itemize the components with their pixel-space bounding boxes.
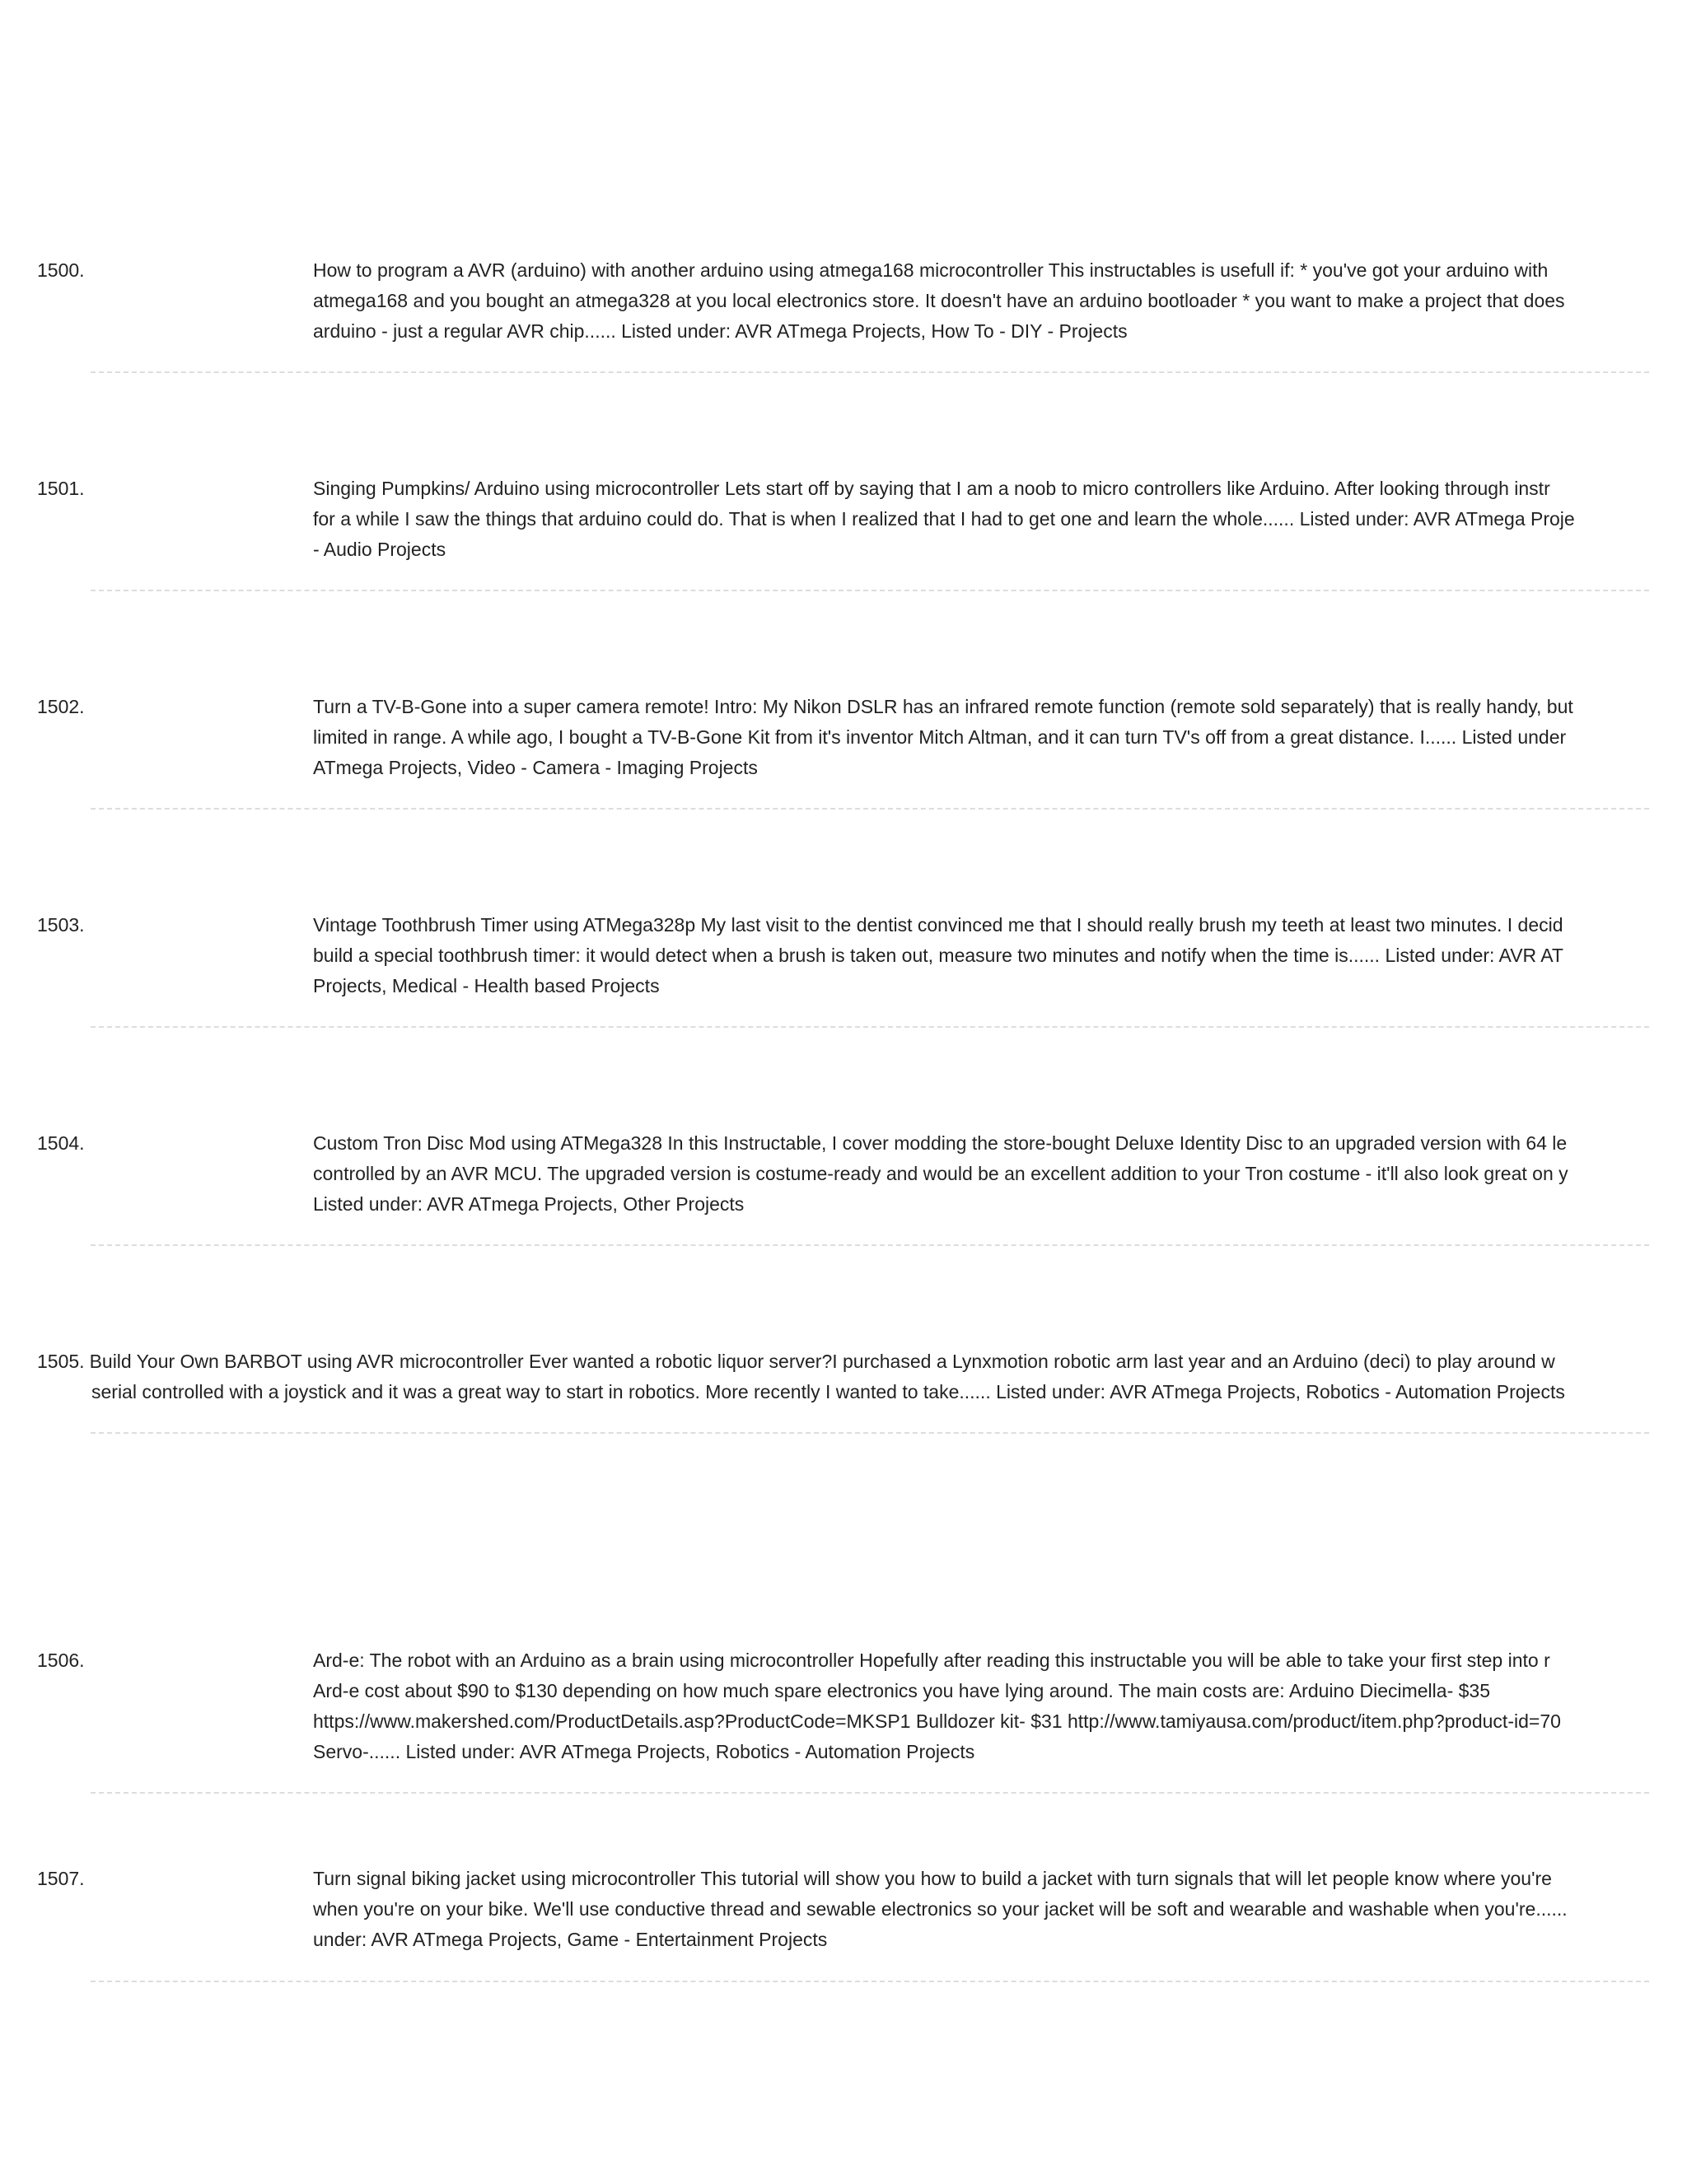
description-line: Projects, Medical - Health based Projects — [313, 975, 660, 996]
item-divider — [91, 590, 1649, 591]
description-line: Servo-...... Listed under: AVR ATmega Projects, Robotics - Automation Projects — [313, 1741, 975, 1762]
description-line: Vintage Toothbrush Timer using ATMega328p My last visit to the dentist convinced me that I should really brush my teeth at least two minutes. I decid — [313, 914, 1563, 936]
item-description[interactable] — [37, 1346, 1652, 1407]
item-number: 1502. — [37, 696, 85, 717]
description-line: Singing Pumpkins/ Arduino using microcontroller Lets start off by saying that I am a noob to micro controllers like Arduino. After looking through instr — [313, 478, 1550, 499]
description-line: ATmega Projects, Video - Camera - Imaging Projects — [313, 757, 758, 778]
item-number: 1500. — [37, 259, 85, 281]
description-line: for a while I saw the things that arduino could do. That is when I realized that I had to get one and learn the whole...... Listed under: AVR ATmega Proje — [313, 508, 1575, 530]
item-number: 1505. — [37, 1351, 85, 1372]
item-divider — [91, 808, 1649, 810]
description-line: arduino - just a regular AVR chip...... Listed under: AVR ATmega Projects, How To - DIY - Projects — [313, 320, 1128, 342]
item-description[interactable] — [313, 1128, 1647, 1220]
description-line: Custom Tron Disc Mod using ATMega328 In this Instructable, I cover modding the store-bought Deluxe Identity Disc to an upgraded version with 64 le — [313, 1132, 1568, 1154]
item-number: 1503. — [37, 914, 85, 936]
description-line: under: AVR ATmega Projects, Game - Entertainment Projects — [313, 1929, 828, 1950]
description-text: Build Your Own BARBOT using AVR microcontroller Ever wanted a robotic liquor server?I purchased a Lynxmotion robotic arm last year and an Arduino (deci) to play around w — [89, 1351, 1555, 1372]
description-line: Turn signal biking jacket using microcontroller This tutorial will show you how to build a jacket with turn signals that will let people know where you're — [313, 1868, 1552, 1889]
description-line: when you're on your bike. We'll use conductive thread and sewable electronics so your jacket will be soft and wearable and washable when you're...... — [313, 1898, 1568, 1920]
item-divider — [91, 1026, 1649, 1028]
description-line: atmega168 and you bought an atmega328 at you local electronics store. It doesn't have an arduino bootloader * you want to make a project that does — [313, 290, 1565, 311]
description-line: build a special toothbrush timer: it would detect when a brush is taken out, measure two minutes and notify when the time is...... Listed under: AVR AT — [313, 945, 1563, 966]
description-line: Turn a TV-B-Gone into a super camera remote! Intro: My Nikon DSLR has an infrared remote function (remote sold separately) that is really handy, but — [313, 696, 1573, 717]
description-line: - Audio Projects — [313, 539, 446, 560]
description-line: serial controlled with a joystick and it was a great way to start in robotics. More recently I wanted to take...... Listed under: AVR ATmega Projects, Robotics - Automation Projects — [91, 1381, 1565, 1402]
item-description[interactable] — [313, 1645, 1647, 1767]
description-line: Listed under: AVR ATmega Projects, Other Projects — [313, 1193, 745, 1215]
item-description[interactable] — [313, 910, 1647, 1001]
description-line: Ard-e: The robot with an Arduino as a brain using microcontroller Hopefully after reading this instructable you will be able to take your first step into r — [313, 1650, 1550, 1671]
item-divider — [91, 1792, 1649, 1794]
item-number: 1507. — [37, 1868, 85, 1889]
item-description[interactable] — [313, 1864, 1647, 1955]
item-number: 1506. — [37, 1650, 85, 1671]
item-number: 1501. — [37, 478, 85, 499]
item-description[interactable] — [313, 255, 1647, 347]
item-description[interactable] — [313, 474, 1647, 565]
description-line — [37, 1346, 1652, 1377]
item-number: 1504. — [37, 1132, 85, 1154]
item-divider — [91, 1432, 1649, 1434]
description-line: How to program a AVR (arduino) with another arduino using atmega168 microcontroller This instructables is usefull if: * you've got your arduino with — [313, 259, 1549, 281]
item-divider — [91, 371, 1649, 373]
description-line: controlled by an AVR MCU. The upgraded version is costume-ready and would be an excellent addition to your Tron costume - it'll also look great on y — [313, 1163, 1568, 1184]
description-line: https://www.makershed.com/ProductDetails.asp?ProductCode=MKSP1 Bulldozer kit- $31 http://www.tamiyausa.com/product/item.php?product-id=70 — [313, 1710, 1561, 1732]
description-line: limited in range. A while ago, I bought a TV-B-Gone Kit from it's inventor Mitch Altman, and it can turn TV's off from a great distance. I...... Listed under — [313, 726, 1567, 748]
item-divider — [91, 1244, 1649, 1246]
description-line: Ard-e cost about $90 to $130 depending on how much spare electronics you have lying around. The main costs are: Arduino Diecimella- $35 — [313, 1680, 1490, 1701]
item-description[interactable] — [313, 692, 1647, 783]
item-divider — [91, 1981, 1649, 1982]
